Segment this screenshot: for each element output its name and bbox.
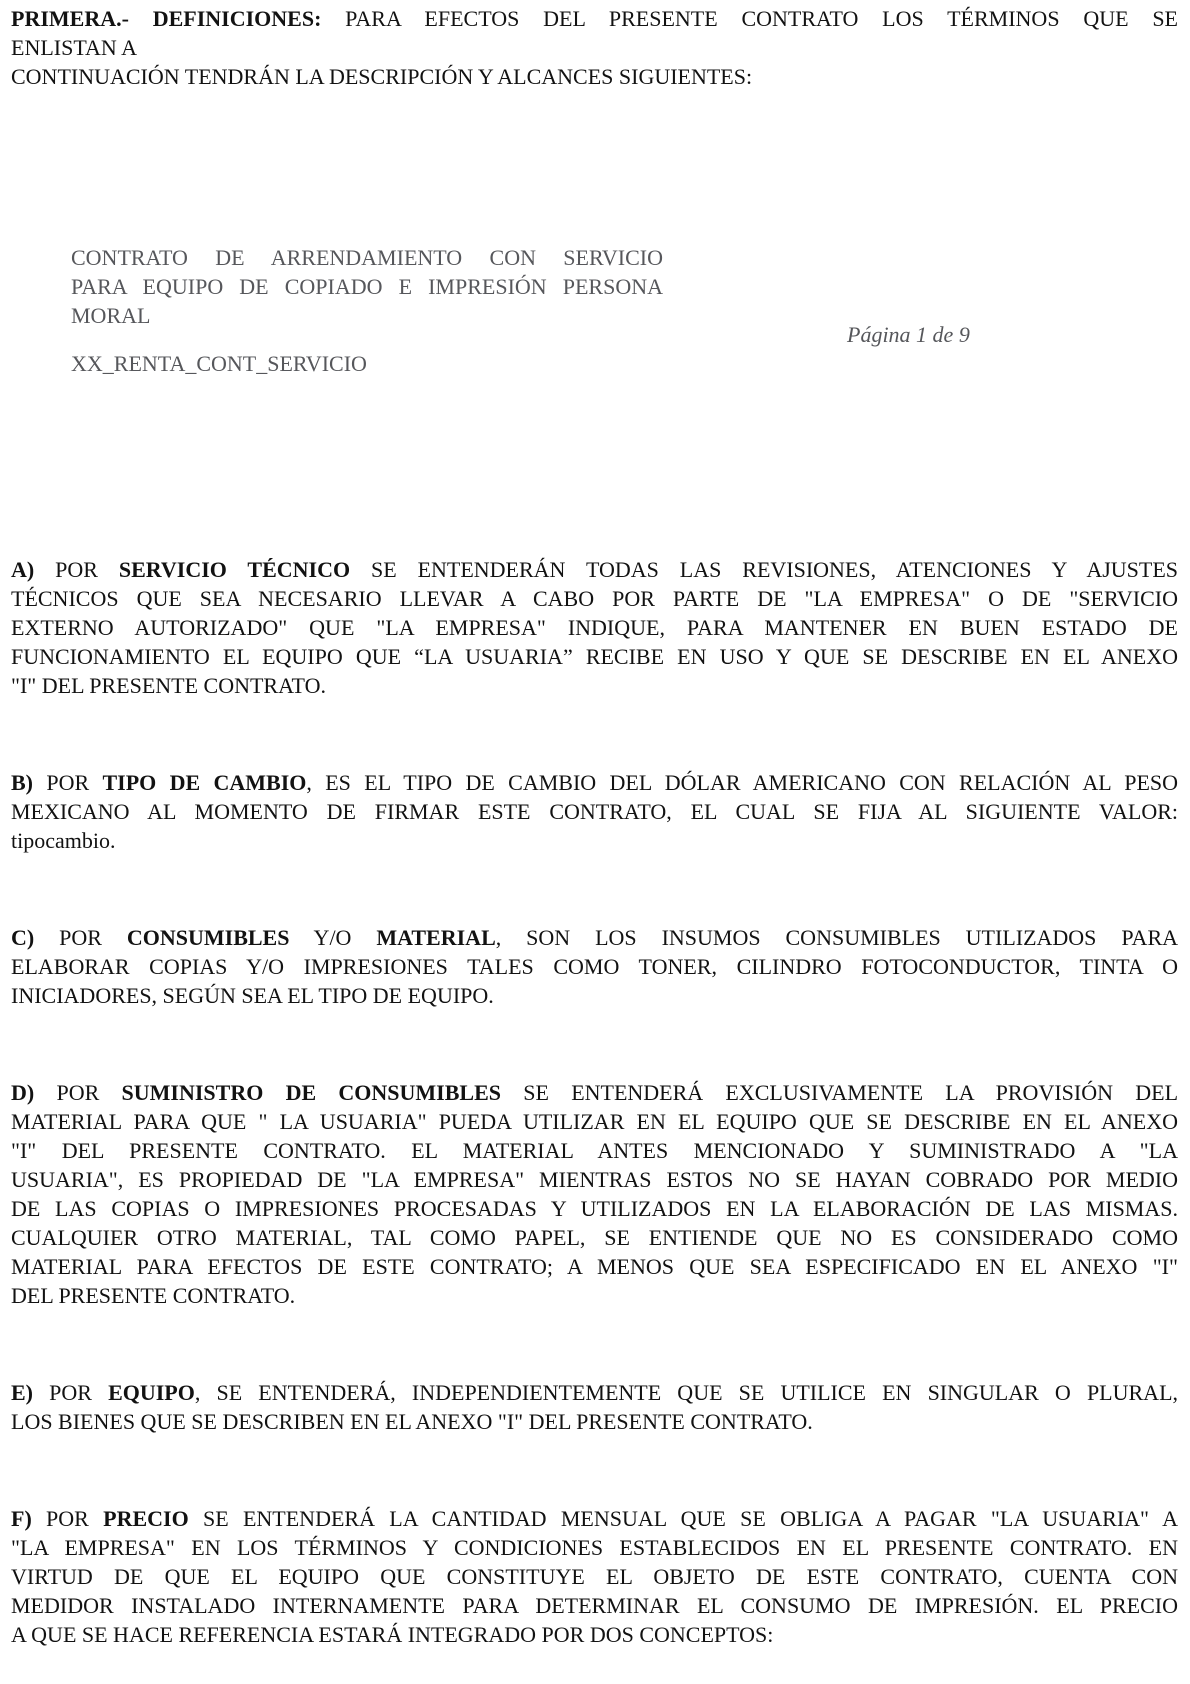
text-line: ENLISTAN A [11,35,137,60]
clause-f [11,1504,1178,1649]
title-line: CONTRATO DE ARRENDAMIENTO CON SERVICIO [71,245,663,270]
text-line: PRIMERA.- DEFINICIONES: PARA EFECTOS DEL PRESENTE CONTRATO LOS TÉRMINOS QUE SE [11,6,1178,31]
document-code: XX_RENTA_CONT_SERVICIO [71,351,367,376]
clause-c [11,923,1178,1010]
contract-header [11,243,1178,379]
text-line: DE LAS COPIAS O IMPRESIONES PROCESADAS Y UTILIZADOS EN LA ELABORACIÓN DE LAS MISMAS. [11,1196,1178,1221]
text-line: FUNCIONAMIENTO EL EQUIPO QUE “LA USUARIA” RECIBE EN USO Y QUE SE DESCRIBE EN EL ANEXO [11,644,1178,669]
text-line: "LA EMPRESA" EN LOS TÉRMINOS Y CONDICIONES ESTABLECIDOS EN EL PRESENTE CONTRATO. EN [11,1535,1178,1560]
text-line: "I" DEL PRESENTE CONTRATO. [11,673,326,698]
text-line: CUALQUIER OTRO MATERIAL, TAL COMO PAPEL, SE ENTIENDE QUE NO ES CONSIDERADO COMO [11,1225,1178,1250]
text-line: TÉCNICOS QUE SEA NECESARIO LLEVAR A CABO POR PARTE DE "LA EMPRESA" O DE "SERVICIO [11,586,1178,611]
text-line: tipocambio. [11,828,116,853]
text-line: A QUE SE HACE REFERENCIA ESTARÁ INTEGRADO POR DOS CONCEPTOS: [11,1622,774,1647]
text-line: ELABORAR COPIAS Y/O IMPRESIONES TALES COMO TONER, CILINDRO FOTOCONDUCTOR, TINTA O [11,954,1178,979]
text-line: INICIADORES, SEGÚN SEA EL TIPO DE EQUIPO. [11,983,494,1008]
text-line: MEXICANO AL MOMENTO DE FIRMAR ESTE CONTRATO, EL CUAL SE FIJA AL SIGUIENTE VALOR: [11,799,1178,824]
text-line: B) POR TIPO DE CAMBIO, ES EL TIPO DE CAMBIO DEL DÓLAR AMERICANO CON RELACIÓN AL PESO [11,770,1179,795]
page-indicator: Página 1 de 9 [847,322,970,347]
clause-d [11,1078,1178,1310]
contract-title [71,243,663,330]
text-line: MATERIAL PARA QUE " LA USUARIA" PUEDA UTILIZAR EN EL EQUIPO QUE SE DESCRIBE EN EL ANEXO [11,1109,1178,1134]
clause-e [11,1378,1178,1436]
text-line: D) POR SUMINISTRO DE CONSUMIBLES SE ENTENDERÁ EXCLUSIVAMENTE LA PROVISIÓN DEL [11,1080,1179,1105]
text-line: USUARIA", ES PROPIEDAD DE "LA EMPRESA" MIENTRAS ESTOS NO SE HAYAN COBRADO POR MEDIO [11,1167,1178,1192]
clause-a [11,555,1178,700]
text-line: E) POR EQUIPO, SE ENTENDERÁ, INDEPENDIENTEMENTE QUE SE UTILICE EN SINGULAR O PLURAL, [11,1380,1179,1405]
text-line: MEDIDOR INSTALADO INTERNAMENTE PARA DETERMINAR EL CONSUMO DE IMPRESIÓN. EL PRECIO [11,1593,1178,1618]
text-line: CONTINUACIÓN TENDRÁN LA DESCRIPCIÓN Y ALCANCES SIGUIENTES: [11,64,753,89]
text-line: MATERIAL PARA EFECTOS DE ESTE CONTRATO; A MENOS QUE SEA ESPECIFICADO EN EL ANEXO "I" [11,1254,1178,1279]
text-line: C) POR CONSUMIBLES Y/O MATERIAL, SON LOS INSUMOS CONSUMIBLES UTILIZADOS PARA [11,925,1179,950]
text-line: EXTERNO AUTORIZADO" QUE "LA EMPRESA" INDIQUE, PARA MANTENER EN BUEN ESTADO DE [11,615,1178,640]
intro-paragraph [11,4,1178,91]
title-line: PARA EQUIPO DE COPIADO E IMPRESIÓN PERSONA [71,274,663,299]
text-line: VIRTUD DE QUE EL EQUIPO QUE CONSTITUYE EL OBJETO DE ESTE CONTRATO, CUENTA CON [11,1564,1178,1589]
clause-b [11,768,1178,855]
text-line: DEL PRESENTE CONTRATO. [11,1283,296,1308]
title-line: MORAL [71,303,151,328]
text-line: F) POR PRECIO SE ENTENDERÁ LA CANTIDAD MENSUAL QUE SE OBLIGA A PAGAR "LA USUARIA" A [11,1506,1179,1531]
text-line: LOS BIENES QUE SE DESCRIBEN EN EL ANEXO "I" DEL PRESENTE CONTRATO. [11,1409,813,1434]
text-line: A) POR SERVICIO TÉCNICO SE ENTENDERÁN TODAS LAS REVISIONES, ATENCIONES Y AJUSTES [11,557,1179,582]
text-line: "I" DEL PRESENTE CONTRATO. EL MATERIAL ANTES MENCIONADO Y SUMINISTRADO A "LA [11,1138,1178,1163]
